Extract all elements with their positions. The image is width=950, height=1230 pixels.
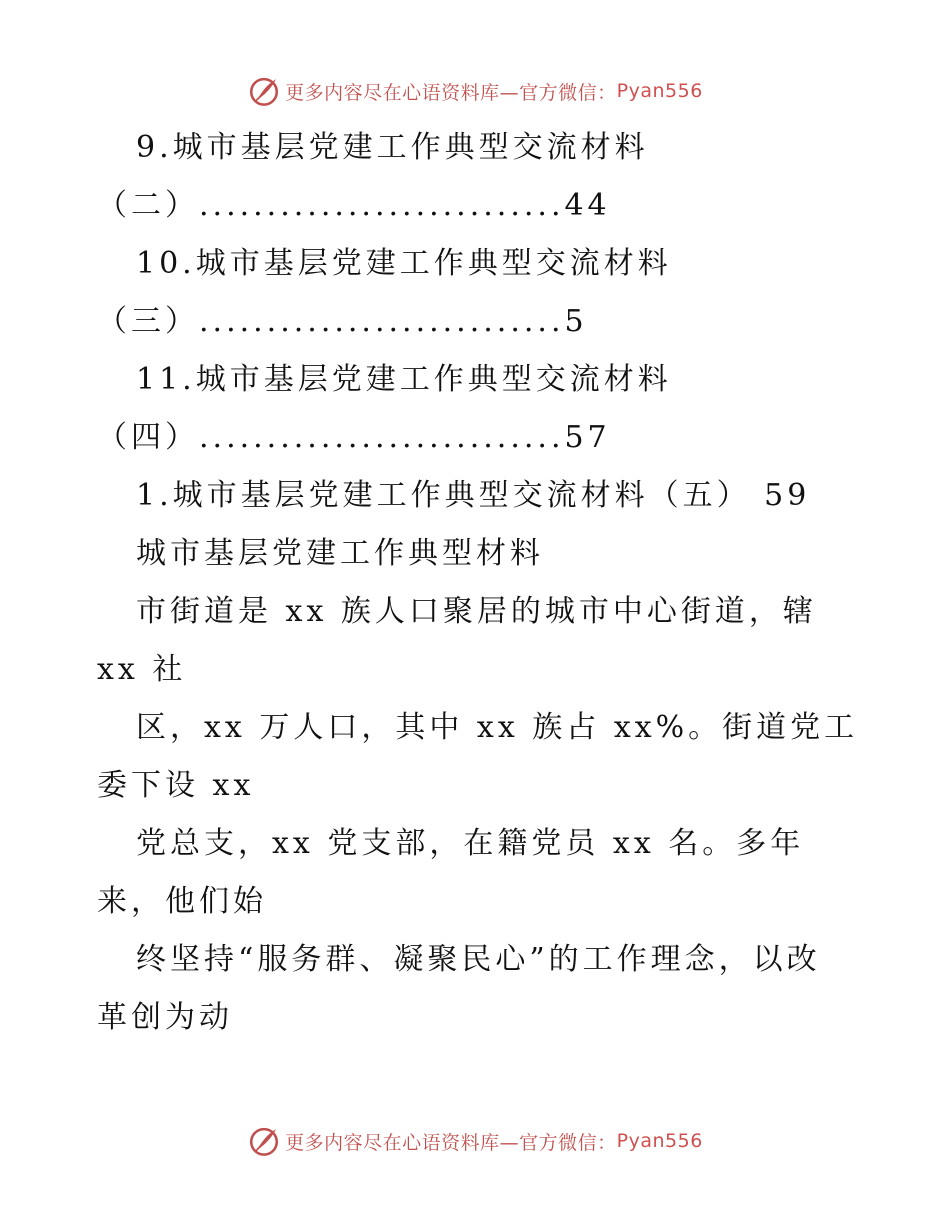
section-heading: 城市基层党建工作典型材料 [136,536,544,571]
footer-watermark [0,1124,950,1158]
watermark-account: Pyan556 [616,1130,703,1152]
body-line: 区，xx 万人口，其中 xx 族占 xx%。街道党工 [136,710,859,745]
feather-logo-icon [247,74,281,108]
toc-entry-10-title: 10.城市基层党建工作典型交流材料 [136,246,672,281]
body-line: 来，他们始 [97,884,267,919]
body-line: 革创为动 [97,1000,233,1035]
feather-logo-icon [247,1124,281,1158]
watermark-text: 更多内容尽在心语资料库—官方微信： [285,1131,617,1154]
body-line: xx 社 [97,652,187,687]
header-watermark [0,74,950,108]
toc-entry-9-tail: （二）...........................44 [97,188,611,223]
body-line: 党总支，xx 党支部，在籍党员 xx 名。多年 [136,826,805,861]
watermark-account: Pyan556 [616,80,703,102]
toc-entry-1: 1.城市基层党建工作典型交流材料（五） 59 [136,478,811,513]
toc-entry-9-title: 9.城市基层党建工作典型交流材料 [136,130,649,165]
toc-entry-11-tail: （四）...........................57 [97,420,611,455]
body-line: 终坚持“服务群、凝聚民心”的工作理念，以改 [136,942,821,977]
body-line: 委下设 xx [97,768,255,803]
toc-entry-11-title: 11.城市基层党建工作典型交流材料 [136,362,672,397]
watermark-text: 更多内容尽在心语资料库—官方微信： [285,81,617,104]
toc-entry-10-tail: （三）...........................5 [97,304,588,339]
body-line: 市街道是 xx 族人口聚居的城市中心街道，辖 [136,594,817,629]
